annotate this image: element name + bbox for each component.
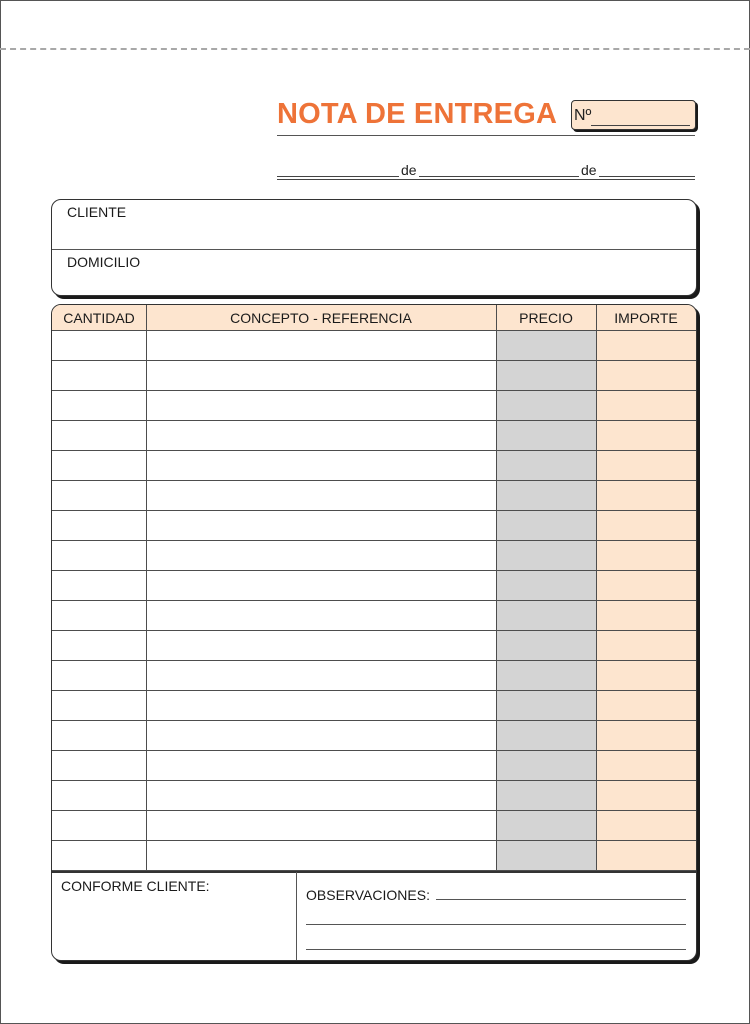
table-row-line	[52, 660, 696, 661]
observations-line[interactable]	[436, 899, 686, 900]
footer-column-divider	[296, 872, 297, 960]
table-row-line	[52, 450, 696, 451]
table-row-line	[52, 630, 696, 631]
document-number-line	[591, 125, 690, 126]
column-header-concept: CONCEPTO - REFERENCIA	[230, 310, 412, 326]
header-bottom-line	[52, 330, 696, 331]
amount-column-fill	[596, 330, 696, 872]
table-row-line	[52, 810, 696, 811]
date-field[interactable]	[277, 162, 695, 184]
client-approval-label: CONFORME CLIENTE:	[61, 878, 210, 894]
table-row-line	[52, 510, 696, 511]
date-line	[277, 179, 695, 180]
table-row-line	[52, 360, 696, 361]
items-table	[51, 304, 697, 961]
table-row-line	[52, 570, 696, 571]
observations-label: OBSERVACIONES:	[306, 887, 430, 903]
form-title: NOTA DE ENTREGA	[277, 98, 558, 130]
table-row-line	[52, 690, 696, 691]
footer-divider	[52, 871, 696, 873]
table-row-line	[52, 540, 696, 541]
table-row-line	[52, 750, 696, 751]
client-divider	[52, 249, 696, 250]
date-line	[277, 176, 695, 177]
table-row-line	[52, 780, 696, 781]
table-row-line	[52, 390, 696, 391]
observations-line[interactable]	[306, 924, 686, 925]
client-info-box	[51, 199, 697, 296]
observations-line[interactable]	[306, 949, 686, 950]
document-number-label: Nº	[574, 107, 592, 124]
column-header-quantity: CANTIDAD	[63, 310, 135, 326]
client-label: CLIENTE	[67, 204, 127, 220]
price-column-fill	[496, 330, 596, 872]
address-label: DOMICILIO	[67, 254, 141, 270]
title-rule	[277, 135, 695, 136]
table-row-line	[52, 840, 696, 841]
table-row-line	[52, 420, 696, 421]
date-connector: de	[401, 162, 417, 178]
table-row-line	[52, 480, 696, 481]
table-row-line	[52, 600, 696, 601]
table-row-line	[52, 720, 696, 721]
column-header-price: PRECIO	[519, 310, 573, 326]
date-connector: de	[581, 162, 597, 178]
column-header-amount: IMPORTE	[614, 310, 678, 326]
perforation-line	[0, 48, 750, 50]
